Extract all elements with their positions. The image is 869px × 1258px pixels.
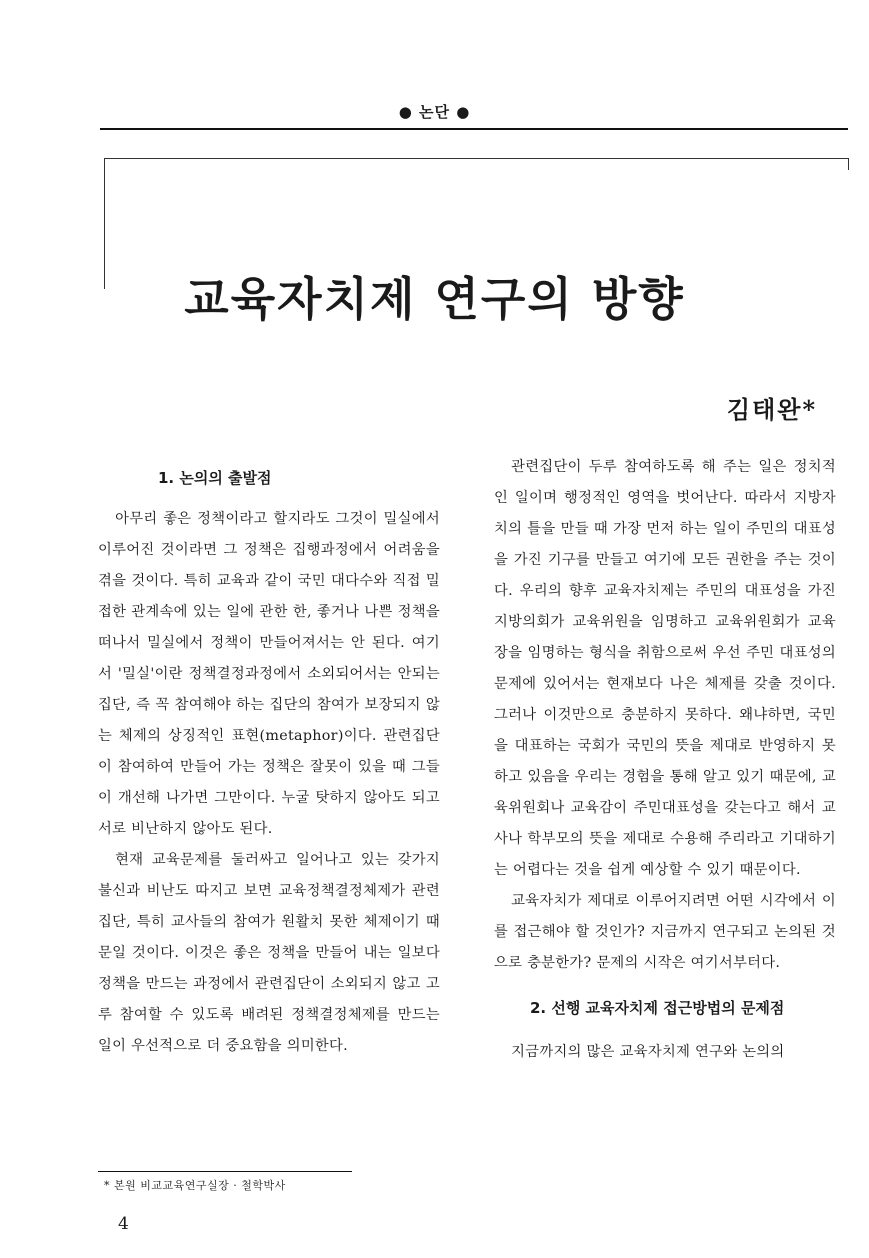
footnote-rule — [98, 1171, 352, 1172]
right-column — [494, 452, 836, 1068]
article-title: 교육자치제 연구의 방향 — [184, 271, 685, 326]
left-column — [98, 452, 440, 1062]
body-paragraph: 교육자치가 제대로 이루어지려면 어떤 시각에서 이를 접근해야 할 것인가? 지금까지 연구되고 논의된 것으로 충분한가? 문제의 시작은 여기서부터다. — [494, 893, 836, 971]
body-paragraph: 현재 교육문제를 둘러싸고 일어나고 있는 갖가지 불신과 비난도 따지고 보면 교육정책결정체제가 관련집단, 특히 교사들의 참여가 원활치 못한 체제이기 때문일 것이다. 이것은 좋은 정책을 만들어 내는 일보다 정책을 만드는 과정에서 관련집단이 소외되지 않고 고루 참여할 수 있도록 배려된 정책결정체제를 만드는 일이 우선적으로 더 중요함을 의미한다. — [98, 852, 440, 1054]
author-name: 김태완* — [726, 395, 817, 424]
author-footnote: * 본원 비교교육연구실장 · 철학박사 — [104, 1179, 286, 1192]
body-paragraph: 지금까지의 많은 교육자치제 연구와 논의의 — [511, 1044, 785, 1060]
title-frame-tick — [848, 158, 849, 170]
section-heading-1: 1. 논의의 출발점 — [158, 468, 272, 487]
header-rule — [100, 128, 848, 130]
body-paragraph: 관련집단이 두루 참여하도록 해 주는 일은 정치적인 일이며 행정적인 영역을 벗어난다. 따라서 지방자치의 틀을 만들 때 가장 먼저 하는 일이 주민의 대표성을 가진 기구를 만들고 여기에 모든 권한을 주는 것이다. 우리의 향후 교육자치제는 주민의 대표성을 가진 지방의회가 교육위원을 임명하고 교육위원회가 교육장을 임명하는 형식을 취함으로써 우선 주민 대표성의 문제에 있어서는 현재보다 나은 체제를 갖출 것이다. 그러나 이것만으로 충분하지 못하다. 왜냐하면, 국민을 대표하는 국회가 국민의 뜻을 제대로 반영하지 못하고 있음을 우리는 경험을 통해 알고 있기 때문에, 교육위원회나 교육감이 주민대표성을 갖는다고 해서 교사나 학부모의 뜻을 제대로 수용해 주리라고 기대하기는 어렵다는 것을 쉽게 예상할 수 있기 때문이다. — [494, 459, 836, 878]
body-paragraph: 아무리 좋은 정책이라고 할지라도 그것이 밀실에서 이루어진 것이라면 그 정책은 집행과정에서 어려움을 겪을 것이다. 특히 교육과 같이 국민 대다수와 직접 밀접한 관계속에 있는 일에 관한 한, 좋거나 나쁜 정책을 떠나서 밀실에서 정책이 만들어져서는 안 된다. 여기서 '밀실'이란 정책결정과정에서 소외되어서는 안되는 집단, 즉 꼭 참여해야 하는 집단의 참여가 보장되지 않는 체제의 상징적인 표현(metaphor)이다. 관련집단이 참여하여 만들어 가는 정책은 잘못이 있을 때 그들이 개선해 나가면 그만이다. 누굴 탓하지 않아도 되고 서로 비난하지 않아도 된다. — [98, 511, 440, 837]
section-heading-2: 2. 선행 교육자치제 접근방법의 문제점 — [530, 998, 785, 1017]
page-number: 4 — [118, 1214, 129, 1234]
section-tag: ● 논단 ● — [398, 103, 471, 121]
